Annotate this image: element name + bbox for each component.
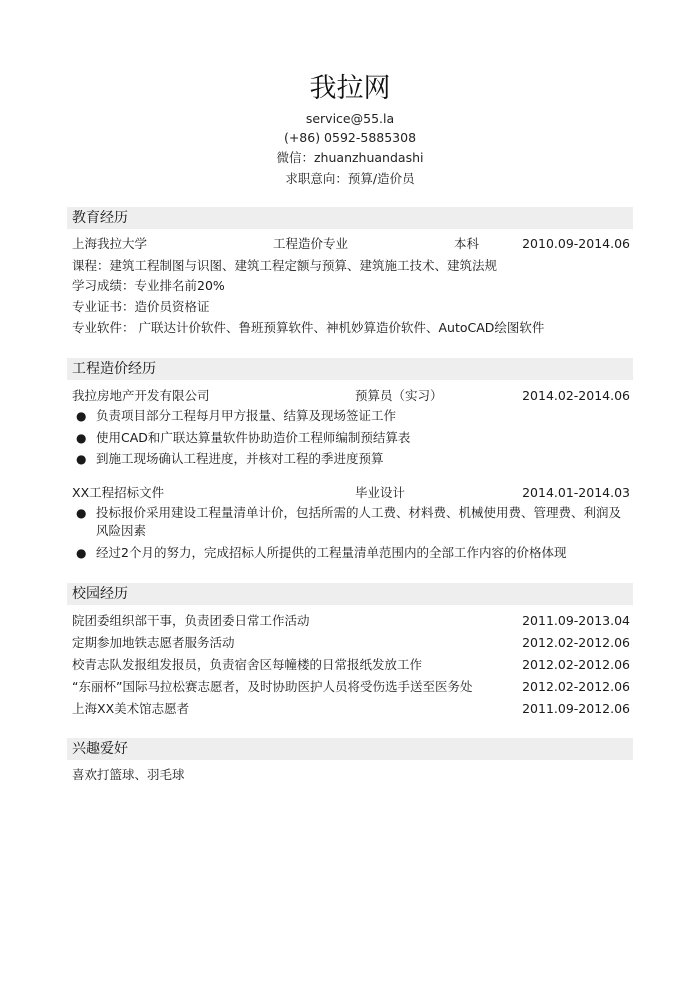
campus-date: 2012.02-2012.06 [522, 657, 630, 672]
campus-activity: “东丽杯”国际马拉松赛志愿者，及时协助医护人员将受伤选手送至医务处 [72, 679, 473, 694]
job-objective: 求职意向：预算/造价员 [285, 171, 415, 186]
campus-row [72, 612, 630, 630]
job-date: 2014.02-2014.06 [522, 388, 630, 403]
campus-row [72, 678, 630, 696]
campus-activity: 定期参加地铁志愿者服务活动 [72, 635, 235, 650]
job-company: XX工程招标文件 [72, 485, 165, 500]
grades-text: 学习成绩：专业排名前20% [72, 278, 225, 293]
bullet-dot-icon: ● [76, 431, 87, 445]
courses-text: 课程：建筑工程制图与识图、建筑工程定额与预算、建筑施工技术、建筑法规 [72, 258, 498, 273]
bullet-dot-icon: ● [76, 452, 87, 466]
education-title: 教育经历 [72, 210, 128, 226]
campus-activity: 院团委组织部干事，负责团委日常工作活动 [72, 613, 310, 628]
email-text: service@55.la [305, 111, 395, 126]
campus-date: 2011.09-2013.04 [522, 613, 630, 628]
job-role: 预算员（实习） [355, 388, 443, 403]
education-row [72, 235, 630, 253]
job-row [72, 484, 630, 502]
education-section-header [67, 207, 633, 229]
hobbies-section-header [67, 738, 633, 760]
software-text: 专业软件： 广联达计价软件、鲁班预算软件、神机妙算造价软件、AutoCAD绘图软件 [72, 320, 545, 335]
campus-row [72, 634, 630, 652]
campus-section-header [67, 583, 633, 605]
campus-date: 2012.02-2012.06 [522, 679, 630, 694]
major-name: 工程造价专业 [273, 236, 349, 251]
job-date: 2014.01-2014.03 [522, 485, 630, 500]
education-date: 2010.09-2014.06 [522, 236, 630, 251]
phone-text: (+86) 0592-5885308 [283, 130, 417, 145]
work-title: 工程造价经历 [72, 361, 156, 377]
campus-activity: 校青志队发报组发报员，负责宿舍区每幢楼的日常报纸发放工作 [72, 657, 423, 672]
job-row [72, 387, 630, 405]
bullet-text: 经过2个月的努力，完成招标人所提供的工程量清单范围内的全部工作内容的价格体现 [96, 545, 567, 560]
job-role: 毕业设计 [355, 485, 406, 500]
bullet-dot-icon: ● [76, 546, 87, 560]
campus-date: 2011.09-2012.06 [522, 701, 630, 716]
hobbies-text: 喜欢打篮球、羽毛球 [72, 767, 185, 782]
job-company: 我拉房地产开发有限公司 [72, 388, 210, 403]
campus-title: 校园经历 [72, 586, 128, 602]
wechat-text: 微信：zhuanzhuandashi [276, 150, 424, 165]
bullet-dot-icon: ● [76, 506, 87, 520]
bullet-text: 负责项目部分工程每月甲方报量、结算及现场签证工作 [96, 408, 397, 423]
bullet-text: 使用CAD和广联达算量软件协助造价工程师编制预结算表 [96, 430, 411, 445]
campus-row [72, 700, 630, 718]
certificates-text: 专业证书：造价员资格证 [72, 299, 210, 314]
bullet-text: 到施工现场确认工程进度，并核对工程的季进度预算 [96, 451, 384, 466]
hobbies-title: 兴趣爱好 [72, 741, 128, 757]
work-section-header [67, 358, 633, 380]
campus-activity: 上海XX美术馆志愿者 [72, 701, 190, 716]
campus-date: 2012.02-2012.06 [522, 635, 630, 650]
school-name: 上海我拉大学 [72, 236, 148, 251]
degree-name: 本科 [454, 236, 480, 251]
bullet-dot-icon: ● [76, 409, 87, 423]
bullet-text: 投标报价采用建设工程量清单计价，包括所需的人工费、材料费、机械使用费、管理费、利润及风险因素 [96, 505, 622, 538]
campus-row [72, 656, 630, 674]
candidate-name: 我拉网 [309, 73, 391, 104]
